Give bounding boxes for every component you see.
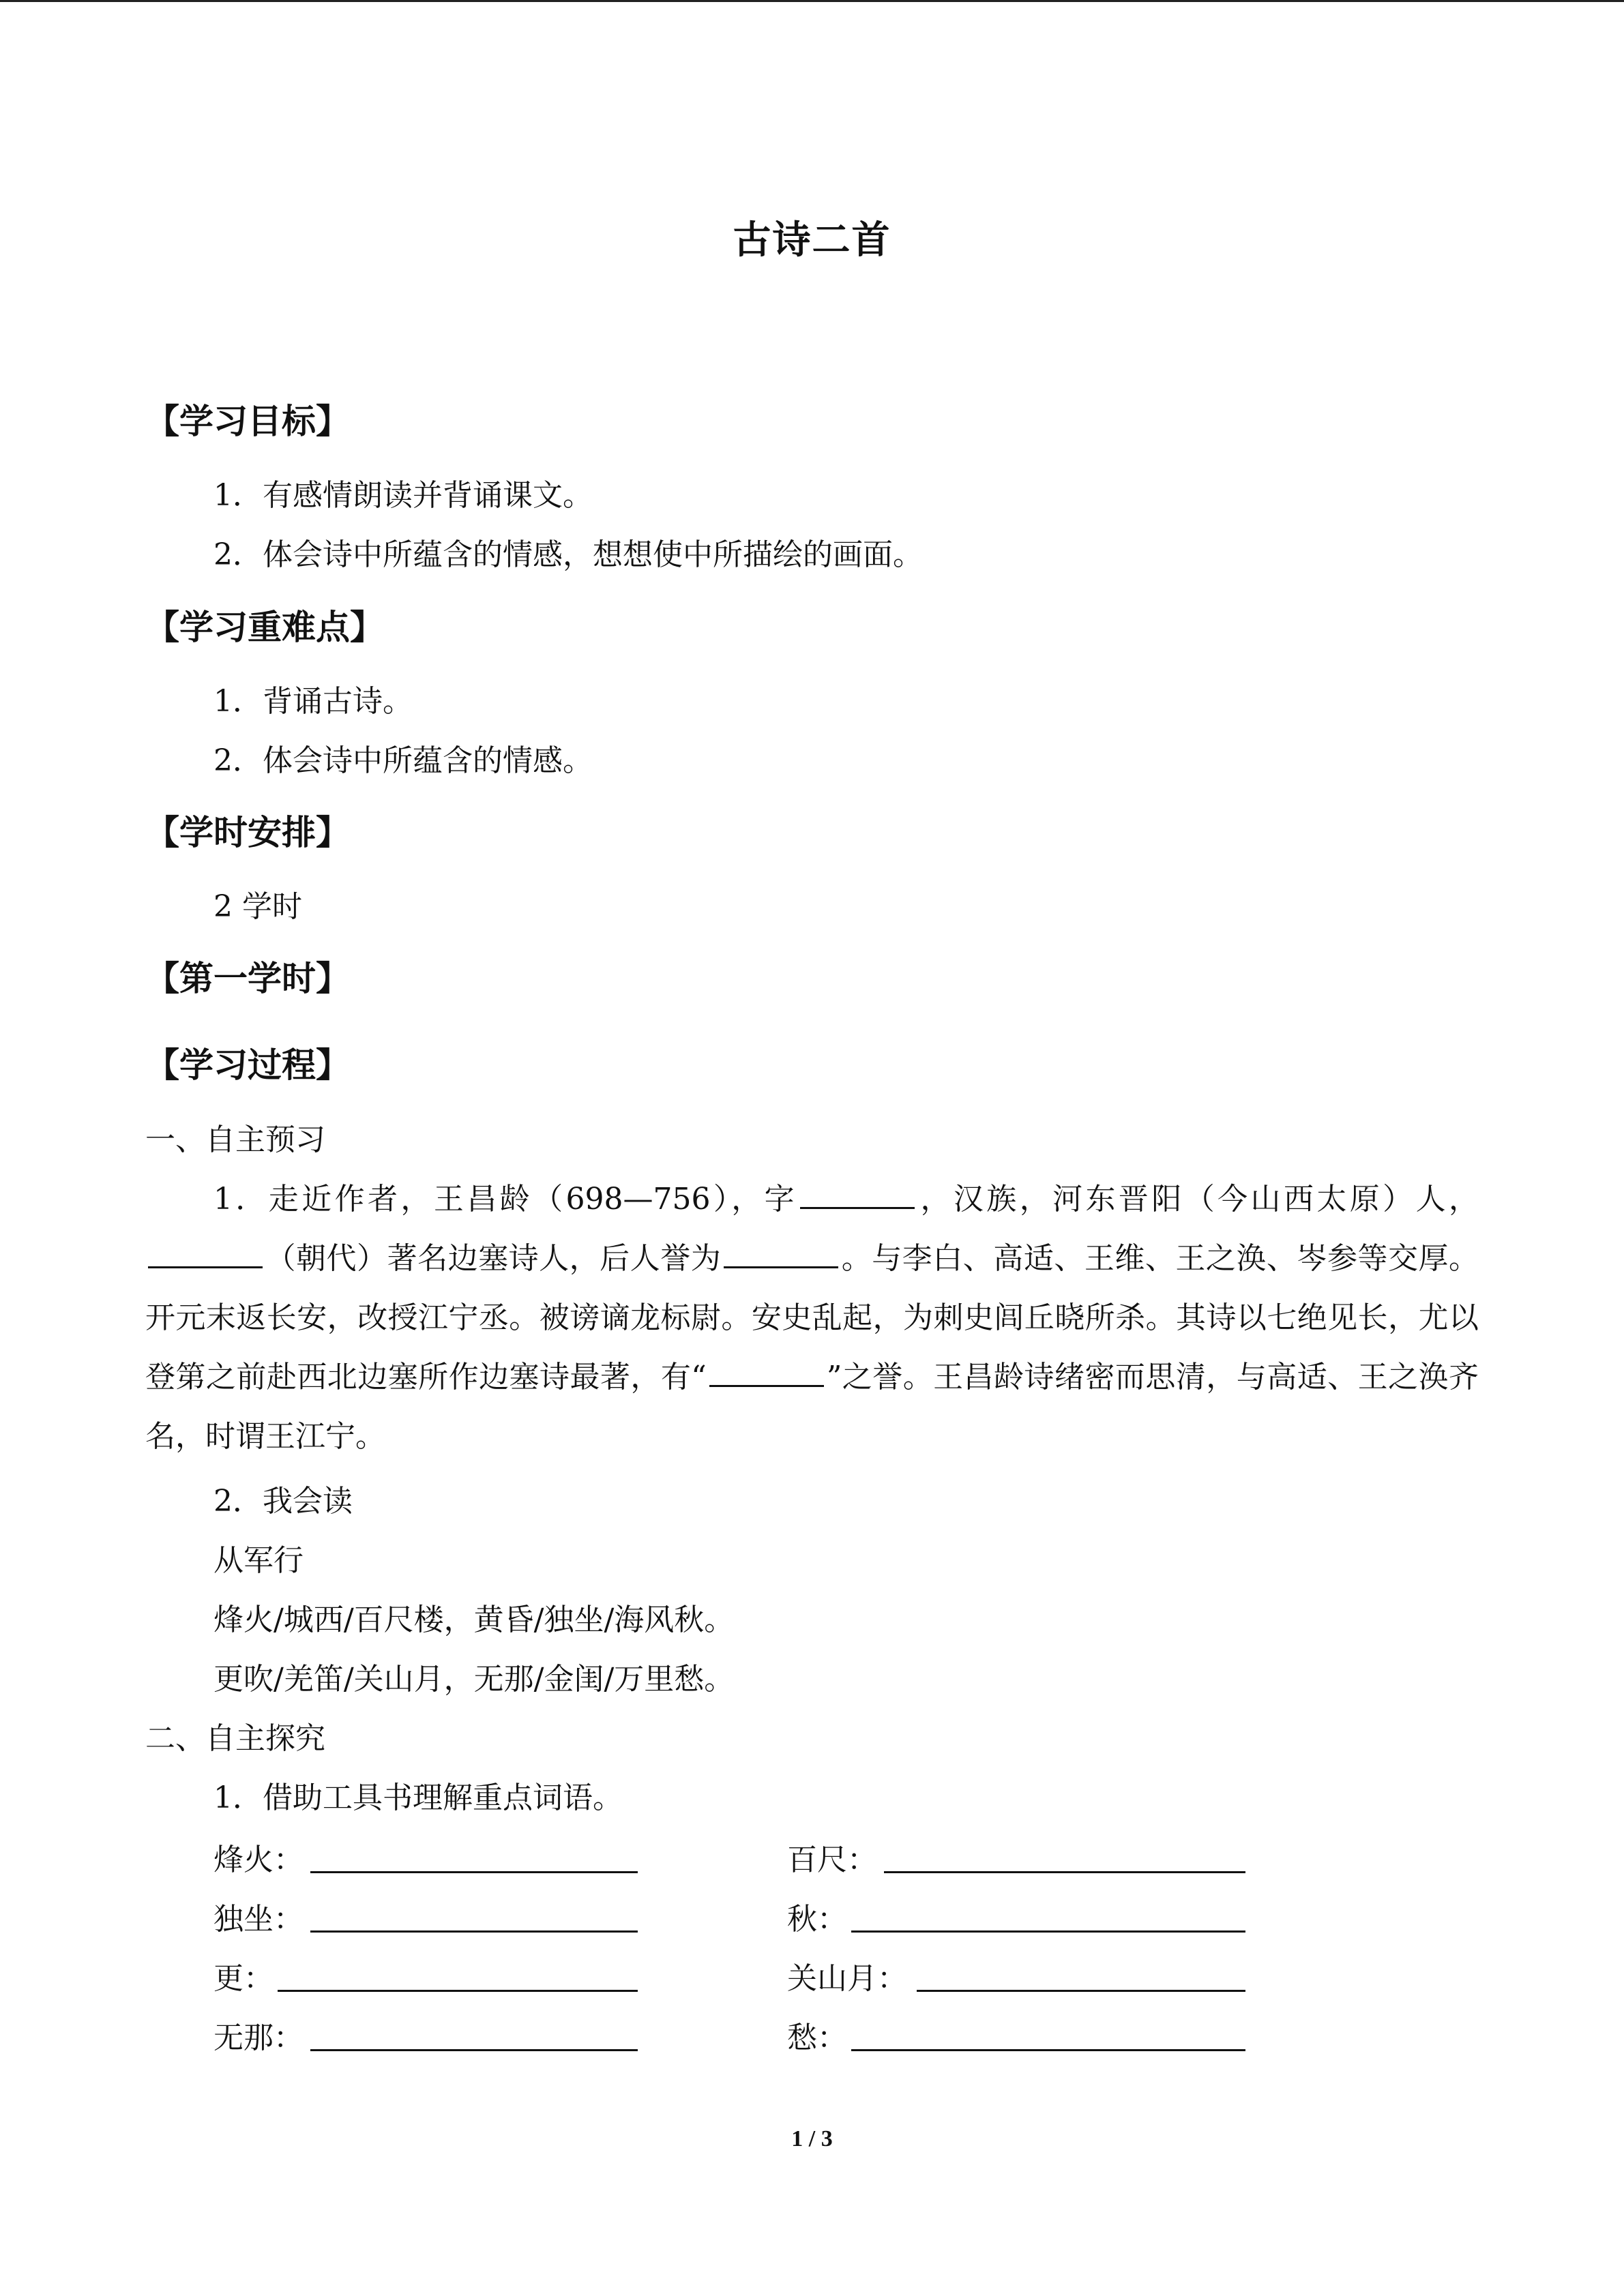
author-intro-seg5: ”之誉。王昌龄诗绪密而思清，与高适、王之涣齐名，时谓王江宁。	[145, 1360, 1479, 1454]
vocab-blank-duzuo[interactable]	[310, 1930, 638, 1933]
heading-first-period: 【第一学时】	[145, 959, 350, 998]
vocab-label-fenghuo: 烽火：	[213, 1843, 304, 1877]
vocab-label-baichi: 百尺：	[787, 1843, 877, 1877]
vocab-label-wunuo: 无那：	[213, 2021, 304, 2055]
vocab-blank-baichi[interactable]	[884, 1871, 1245, 1873]
key-point-item-1: 1．背诵古诗。	[213, 684, 413, 719]
blank-courtesy-name	[800, 1181, 915, 1209]
author-intro-seg4: 。与李白、高适、王维、王之涣、岑参等交厚。开元末返长安，改授江宁丞。被谤谪龙标尉。安史乱起，为刺史闾丘晓所杀。其诗以七绝见长，尤以登第之前赴西北边塞所作边塞诗最著，有“	[145, 1241, 1479, 1395]
reading-title: 2．我会读	[213, 1484, 353, 1519]
part2-title: 二、自主探究	[145, 1721, 325, 1756]
blank-reputation	[709, 1359, 824, 1387]
vocab-title: 1．借助工具书理解重点词语。	[213, 1780, 623, 1815]
schedule-text: 2 学时	[213, 889, 302, 924]
blank-dynasty	[148, 1240, 263, 1268]
vocab-blank-guanshanyue[interactable]	[917, 1990, 1245, 1992]
heading-learning-process: 【学习过程】	[145, 1045, 350, 1085]
vocab-label-guanshanyue: 关山月：	[787, 1961, 907, 1996]
poem-line-1: 烽火/城西/百尺楼，黄昏/独坐/海风秋。	[213, 1602, 735, 1637]
poem-title: 从军行	[213, 1543, 304, 1578]
author-intro-seg2: ，汉族，河东晋阳（今山西太原）人，	[917, 1182, 1479, 1217]
vocab-label-chou: 愁：	[787, 2021, 847, 2055]
author-intro-seg1: 1．走近作者，王昌龄（698—756），字	[213, 1182, 798, 1217]
goal-item-1: 1．有感情朗读并背诵课文。	[213, 478, 593, 513]
vocab-label-duzuo: 独坐：	[213, 1902, 304, 1937]
blank-epithet	[724, 1240, 838, 1268]
goal-item-2: 2．体会诗中所蕴含的情感，想想使中所描绘的画面。	[213, 537, 923, 572]
poem-line-2: 更吹/羌笛/关山月，无那/金闺/万里愁。	[213, 1662, 735, 1697]
vocab-blank-chou[interactable]	[851, 2049, 1245, 2051]
heading-learning-goals: 【学习目标】	[145, 402, 350, 441]
author-intro-paragraph	[145, 1169, 1479, 1466]
author-intro-seg3: （朝代）著名边塞诗人，后人誉为	[265, 1241, 722, 1276]
vocab-blank-qiu[interactable]	[851, 1930, 1245, 1933]
page-number: 1 / 3	[791, 2126, 833, 2151]
vocab-blank-wunuo[interactable]	[310, 2049, 638, 2051]
part1-title: 一、自主预习	[145, 1122, 325, 1157]
heading-key-points: 【学习重难点】	[145, 608, 384, 647]
heading-schedule: 【学时安排】	[145, 813, 350, 852]
vocab-label-qiu: 秋：	[787, 1902, 847, 1937]
vocab-blank-geng[interactable]	[278, 1990, 638, 1992]
key-point-item-2: 2．体会诗中所蕴含的情感。	[213, 743, 593, 778]
vocab-label-geng: 更：	[213, 1961, 274, 1996]
vocab-blank-fenghuo[interactable]	[310, 1871, 638, 1873]
page-title: 古诗二首	[733, 218, 891, 263]
